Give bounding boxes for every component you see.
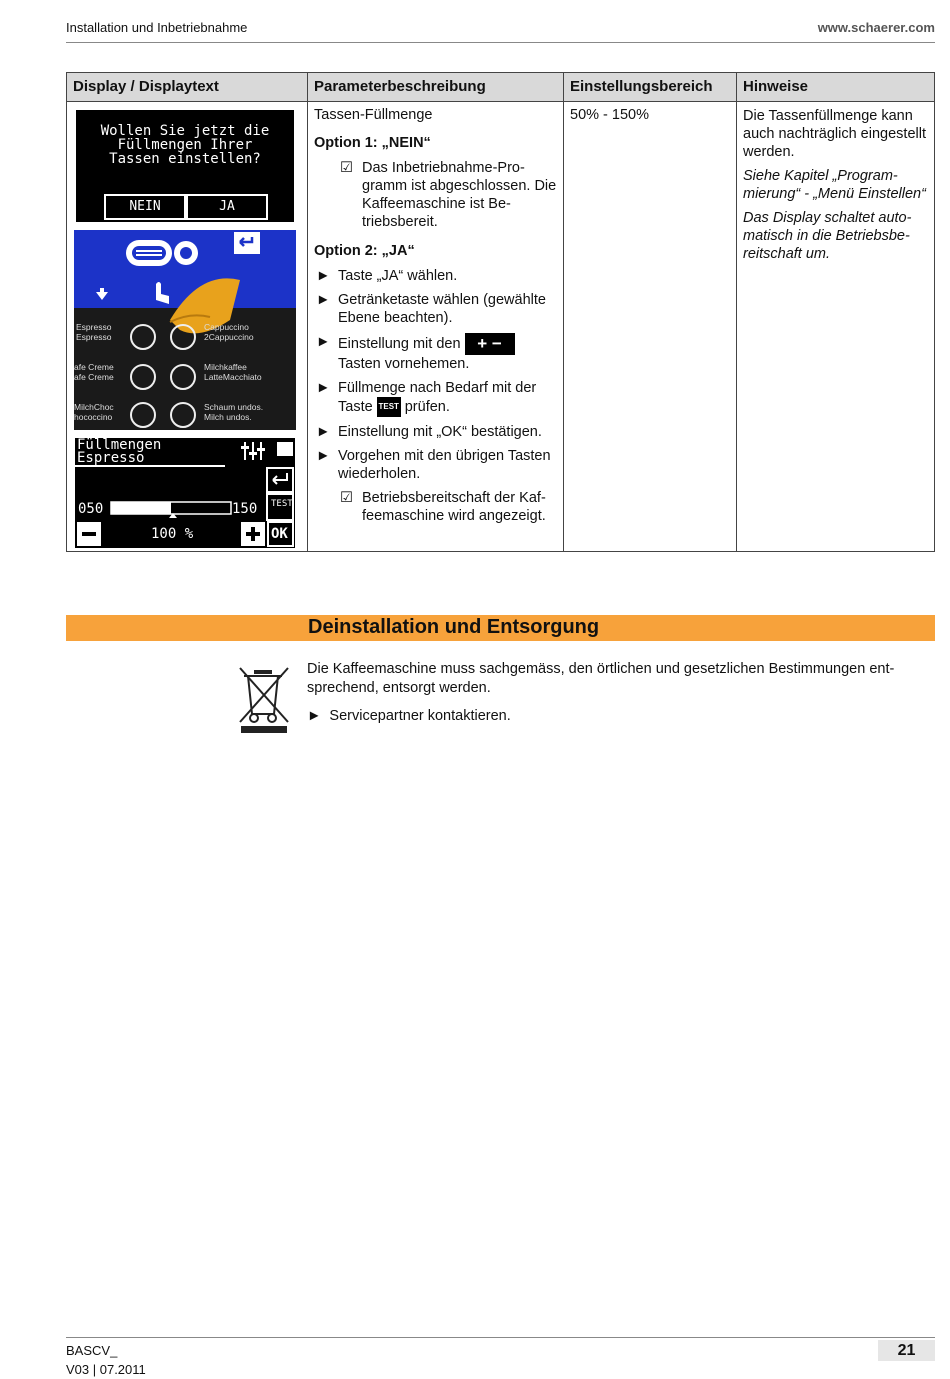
page-number: 21 [878,1340,935,1361]
slider-settings-icon [241,442,265,460]
test-key-label: TEST [271,499,293,509]
screen-no-button: NEIN [104,194,186,220]
weee-bin-icon [238,664,290,734]
hand-icon [156,282,169,304]
arrow-right-icon: ► [316,380,331,396]
note-2: Siehe Kapitel „Programmierung“ - „Menü Einstellen“ [743,168,926,202]
header-section: Installation und Inbetriebnahme [66,20,248,35]
step-item: ► Einstellung mit „OK“ bestätigen. [316,424,542,440]
drink-label-milchkaffee: Milchkaffee LatteMacchiato [204,362,262,382]
header-divider [66,42,935,43]
screen-yes-button: JA [186,194,268,220]
option2-label: Option 2: „JA“ [314,243,415,259]
display-screen-volume [75,438,295,548]
drink-key [130,324,156,350]
display-screen-drinks [74,230,296,430]
parameter-cell [308,102,564,552]
disposal-text: Die Kaffeemaschine muss sachgemäss, den örtlichen und gesetzlichen Bestimmungen entsprechend, entsorgt werden. [307,661,895,696]
table-row [67,102,935,552]
section-title: Deinstallation und Entsorgung [308,616,600,638]
volume-drink: Espresso [77,450,145,466]
arrow-right-icon: ► [316,334,331,350]
drink-label-cafe-creme: afe Creme afe Creme [74,362,114,382]
footer-doc [66,1341,146,1379]
checkbox-icon: ☑ [340,160,353,176]
arrow-right-icon: ► [316,292,331,308]
step-item: ► Taste „JA“ wählen. [316,268,458,284]
drink-label-schaum: Schaum undos. Milch undos. [204,402,264,422]
display-cell [67,102,308,552]
disposal-step: ► Servicepartner kontaktieren. [307,708,511,724]
option2-result: ☑ Betriebsbereitschaft der Kaffeemaschine wird angezeigt. [340,490,546,524]
volume-bar-fill [111,502,171,514]
prompt-line-1: Wollen Sie jetzt die [100,123,270,139]
col-header-parameter: Parameterbeschreibung [308,73,564,102]
test-key-icon: TEST [377,397,401,417]
plus-minus-key-icon: + − [465,333,515,355]
header-website[interactable]: www.schaerer.com [817,20,935,35]
volume-max: 150 [232,501,258,517]
drink-label-milchchoc: MilchChoc hococcino [74,402,114,422]
note-1: Die Tassenfüllmenge kann auch nachträglich eingestellt werden. [743,108,926,160]
display-screen-prompt [76,110,294,222]
prompt-line-2: Füllmengen Ihrer [117,137,253,153]
range-cell: 50% - 150% [564,102,737,552]
parameter-table [66,72,935,552]
drink-key [130,364,156,390]
prompt-line-3: Tassen einstellen? [109,151,261,167]
drink-key [170,402,196,428]
drink-label-espresso: Espresso Espresso [76,322,112,342]
drink-label-cappuccino: Cappuccino 2Cappuccino [204,322,254,342]
footer-doc-id: BASCV_ [66,1343,118,1358]
note-3: Das Display schaltet automatisch in die Betriebsbereitschaft um. [743,210,912,262]
option1-label: Option 1: „NEIN“ [314,135,431,151]
arrow-right-icon: ► [316,424,331,440]
footer-version: V03 | 07.2011 [66,1362,146,1377]
step-item: ► Einstellung mit den + − Tasten vornehemen. [314,333,557,373]
option1-result: ☑ Das Inbetriebnahme-Programm ist abgeschlossen. Die Kaffeemaschine ist Betriebsbereit. [340,160,557,230]
volume-min: 050 [78,501,104,517]
checkbox-icon: ☑ [340,490,353,506]
col-header-notes: Hinweise [737,73,935,102]
step-item: ► Vorgehen mit den übrigen Tasten wiederholen. [316,448,551,482]
volume-title: Füllmengen [77,437,162,453]
volume-value: 100 % [151,526,194,542]
footer-divider [66,1337,935,1338]
drink-key [170,324,196,350]
col-header-range: Einstellungsbereich [564,73,737,102]
col-header-display: Display / Displaytext [67,73,308,102]
step-item: ► Getränketaste wählen (gewählte Ebene beachten). [316,292,546,326]
arrow-right-icon: ► [316,268,331,284]
drink-key [170,364,196,390]
step-item: ► Füllmenge nach Bedarf mit der Taste TEST prüfen. [314,379,557,417]
ok-key-label: OK [271,526,288,542]
plus-minus-mini-icon [277,442,293,456]
notes-cell [737,102,935,552]
table-header-row [67,73,935,102]
arrow-right-icon: ► [307,708,322,724]
drink-key [130,402,156,428]
parameter-title: Tassen-Füllmenge [314,107,433,123]
arrow-right-icon: ► [316,448,331,464]
